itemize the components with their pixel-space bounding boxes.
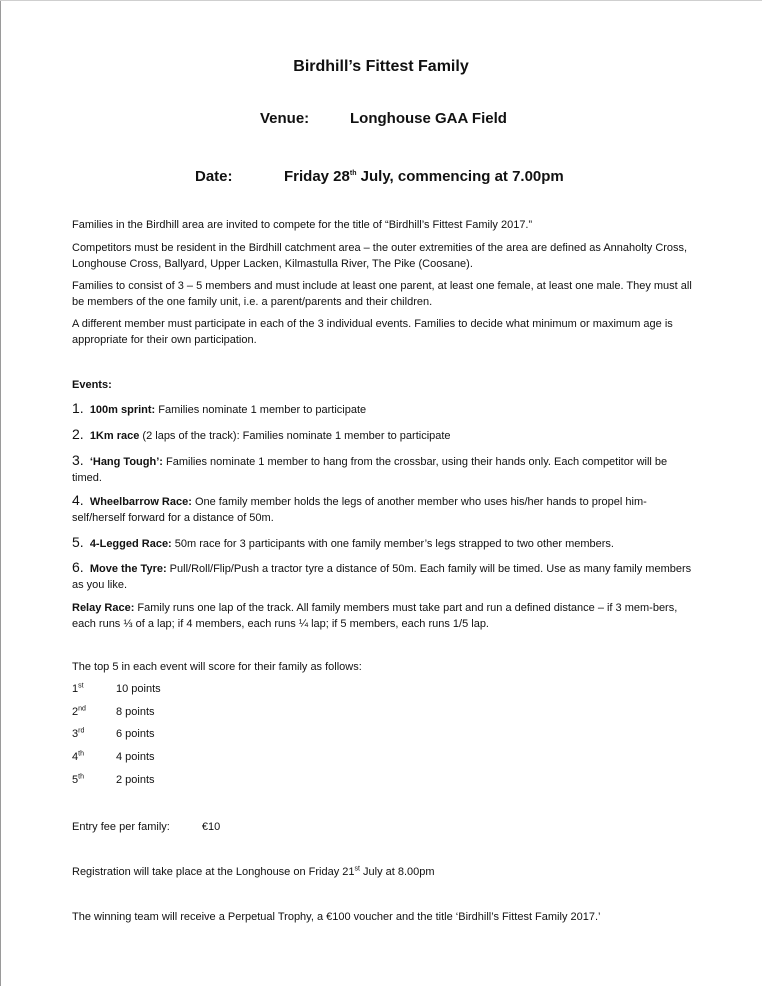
page-edge [0,0,1,986]
events-heading: Events: [72,379,112,391]
event-item: 3. ‘Hang Tough’: Families nominate 1 member to hang from the crossbar, using their hands only. Each competitor will be timed. [72,452,668,484]
intro-paragraph: Competitors must be resident in the Birdhill catchment area – the outer extremities of the area are defined as Annaholty Cross, Longhouse Cross, Ballyard, Upper Lacken, Kilmastulla River, The Pike (Coosane). [72,242,688,270]
intro-paragraph: Families to consist of 3 – 5 members and must include at least one parent, at least one female, at least one male. They must all be members of the one family unit, i.e. a parent/parents and their children. [72,280,692,308]
date-label: Date: [195,168,233,185]
page-edge-top [0,0,762,1]
venue-label: Venue: [260,110,310,127]
intro-paragraph: Families in the Birdhill area are invited to compete for the title of “Birdhill’s Fittest Family 2017.” [72,219,533,231]
entry-fee: Entry fee per family: €10 [72,821,221,833]
winning-prize-info: The winning team will receive a Perpetual Trophy, a €100 voucher and the title ‘Birdhill’s Fittest Family 2017.’ [72,911,601,923]
relay-race-item: Relay Race: Family runs one lap of the track. All family members must take part and run a defined distance – if 3 mem-bers, each runs ⅓ of a lap; if 4 members, each runs ¼ lap; if 5 members, each runs 1/5 lap. [72,602,678,630]
event-item: 2. 1Km race (2 laps of the track): Families nominate 1 member to participate [72,426,451,442]
event-item: 5. 4-Legged Race: 50m race for 3 participants with one family member’s legs strapped to two other members. [72,534,614,550]
venue-value: Longhouse GAA Field [350,110,507,127]
intro-paragraph: A different member must participate in each of the 3 individual events. Families to decide what minimum or maximum age is appropriate for their own participation. [72,318,673,346]
event-item: 4. Wheelbarrow Race: One family member holds the legs of another member who uses his/her hands to propel him-self/herself forward for a distance of 50m. [72,492,647,524]
event-item: 6. Move the Tyre: Pull/Roll/Flip/Push a tractor tyre a distance of 50m. Each family will be timed. Use as many family members as you like. [72,559,692,591]
document-title: Birdhill’s Fittest Family [293,58,469,75]
registration-info: Registration will take place at the Longhouse on Friday 21st July at 8.00pm [72,865,435,878]
points-intro: The top 5 in each event will score for their family as follows: [72,661,362,673]
date-value: Friday 28th July, commencing at 7.00pm [284,168,564,185]
event-item: 1. 100m sprint: Families nominate 1 member to participate [72,400,367,416]
